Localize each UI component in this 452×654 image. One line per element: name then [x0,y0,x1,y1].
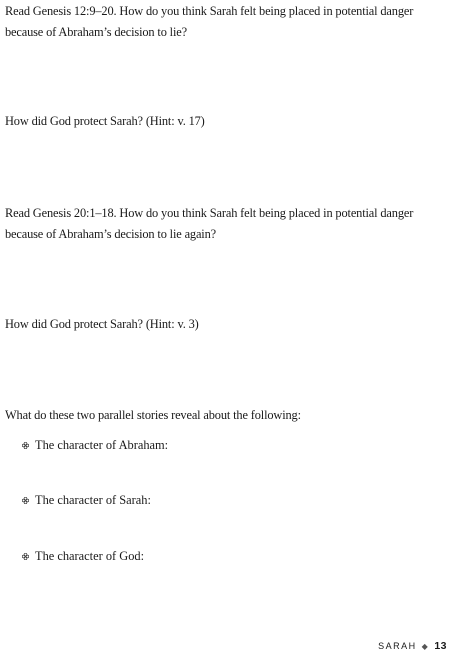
flower-bullet-icon [22,442,29,449]
flower-bullet-icon [22,553,29,560]
page-number: 13 [434,640,447,652]
bullet-item-sarah [22,490,151,511]
bullet-label: The character of Sarah: [35,493,151,507]
flower-bullet-icon [22,497,29,504]
diamond-separator-icon: ◆ [421,642,430,651]
question-genesis-12: Read Genesis 12:9–20. How do you think Sarah felt being placed in potential danger because of Abraham’s decision to lie? [5,4,414,39]
page-footer [378,640,447,652]
bullet-item-abraham [22,435,168,456]
bullet-item-god [22,546,144,567]
question-parallel-stories: What do these two parallel stories reveal about the following: [5,408,301,422]
question-god-protect-1: How did God protect Sarah? (Hint: v. 17) [5,114,205,128]
bullet-label: The character of Abraham: [35,438,169,452]
running-title: SARAH [378,641,417,651]
question-genesis-20: Read Genesis 20:1–18. How do you think Sarah felt being placed in potential danger because of Abraham’s decision to lie again? [5,206,414,241]
question-god-protect-2: How did God protect Sarah? (Hint: v. 3) [5,317,199,331]
bullet-label: The character of God: [35,549,145,563]
